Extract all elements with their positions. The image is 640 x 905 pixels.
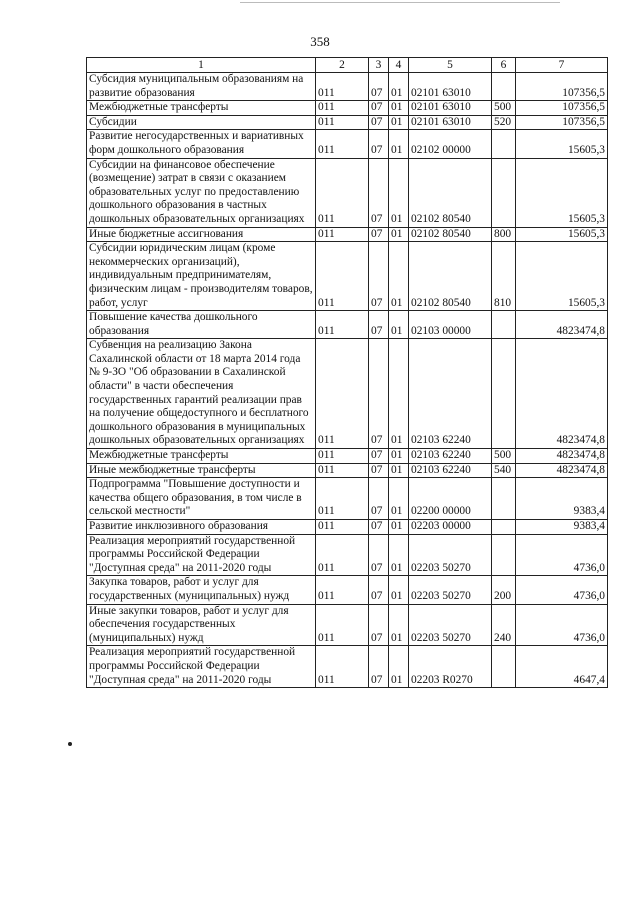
row-ministry-cell: 011 bbox=[316, 158, 369, 227]
row-section-cell: 07 bbox=[369, 115, 389, 130]
row-section-cell: 07 bbox=[369, 534, 389, 576]
row-name-cell: Иные закупки товаров, работ и услуг для обеспечения государственных (муниципальных) нужд bbox=[87, 604, 316, 646]
header-col-1: 1 bbox=[87, 58, 316, 73]
row-ministry-cell: 011 bbox=[316, 478, 369, 520]
row-name-cell: Субсидия муниципальным образованиям на развитие образования bbox=[87, 73, 316, 101]
header-row bbox=[87, 58, 608, 73]
row-target-cell: 02101 63010 bbox=[409, 115, 492, 130]
row-amount-cell: 15605,3 bbox=[516, 227, 608, 242]
row-amount-cell: 4823474,8 bbox=[516, 339, 608, 449]
row-name-cell: Реализация мероприятий государственной программы Российской Федерации "Доступная среда" на 2011-2020 годы bbox=[87, 534, 316, 576]
row-expense-type-cell bbox=[492, 158, 516, 227]
row-section-cell: 07 bbox=[369, 478, 389, 520]
table-row bbox=[87, 339, 608, 449]
row-ministry-cell: 011 bbox=[316, 520, 369, 535]
header-col-4: 4 bbox=[389, 58, 409, 73]
row-expense-type-cell: 500 bbox=[492, 449, 516, 464]
table-row bbox=[87, 449, 608, 464]
row-ministry-cell: 011 bbox=[316, 73, 369, 101]
row-expense-type-cell bbox=[492, 646, 516, 688]
page-number: 358 bbox=[310, 34, 330, 49]
row-section-cell: 07 bbox=[369, 339, 389, 449]
table-row bbox=[87, 646, 608, 688]
row-ministry-cell: 011 bbox=[316, 463, 369, 478]
row-amount-cell: 4823474,8 bbox=[516, 311, 608, 339]
table-row bbox=[87, 227, 608, 242]
row-target-cell: 02101 63010 bbox=[409, 73, 492, 101]
row-name-cell: Реализация мероприятий государственной программы Российской Федерации "Доступная среда" на 2011-2020 годы bbox=[87, 646, 316, 688]
header-col-5: 5 bbox=[409, 58, 492, 73]
row-name-cell: Повышение качества дошкольного образования bbox=[87, 311, 316, 339]
row-expense-type-cell: 810 bbox=[492, 242, 516, 311]
row-name-cell: Иные бюджетные ассигнования bbox=[87, 227, 316, 242]
row-ministry-cell: 011 bbox=[316, 534, 369, 576]
row-amount-cell: 9383,4 bbox=[516, 478, 608, 520]
header-col-6: 6 bbox=[492, 58, 516, 73]
row-target-cell: 02103 62240 bbox=[409, 463, 492, 478]
row-ministry-cell: 011 bbox=[316, 227, 369, 242]
row-amount-cell: 15605,3 bbox=[516, 158, 608, 227]
row-ministry-cell: 011 bbox=[316, 646, 369, 688]
row-amount-cell: 4823474,8 bbox=[516, 449, 608, 464]
row-expense-type-cell: 800 bbox=[492, 227, 516, 242]
row-section-cell: 07 bbox=[369, 646, 389, 688]
row-ministry-cell: 011 bbox=[316, 339, 369, 449]
scan-edge-line bbox=[240, 2, 560, 3]
row-section-cell: 07 bbox=[369, 242, 389, 311]
row-section-cell: 07 bbox=[369, 604, 389, 646]
row-subsection-cell: 01 bbox=[389, 520, 409, 535]
row-target-cell: 02203 50270 bbox=[409, 604, 492, 646]
row-expense-type-cell: 520 bbox=[492, 115, 516, 130]
table-row bbox=[87, 478, 608, 520]
row-subsection-cell: 01 bbox=[389, 73, 409, 101]
row-expense-type-cell bbox=[492, 130, 516, 158]
row-name-cell: Межбюджетные трансферты bbox=[87, 101, 316, 116]
row-section-cell: 07 bbox=[369, 73, 389, 101]
row-target-cell: 02102 80540 bbox=[409, 227, 492, 242]
header-col-3: 3 bbox=[369, 58, 389, 73]
row-amount-cell: 4647,4 bbox=[516, 646, 608, 688]
row-subsection-cell: 01 bbox=[389, 339, 409, 449]
row-subsection-cell: 01 bbox=[389, 311, 409, 339]
row-expense-type-cell: 540 bbox=[492, 463, 516, 478]
row-expense-type-cell bbox=[492, 73, 516, 101]
row-section-cell: 07 bbox=[369, 227, 389, 242]
row-amount-cell: 15605,3 bbox=[516, 242, 608, 311]
row-ministry-cell: 011 bbox=[316, 101, 369, 116]
header-col-2: 2 bbox=[316, 58, 369, 73]
row-section-cell: 07 bbox=[369, 158, 389, 227]
row-expense-type-cell bbox=[492, 311, 516, 339]
row-target-cell: 02203 50270 bbox=[409, 534, 492, 576]
table-row bbox=[87, 73, 608, 101]
budget-table bbox=[86, 57, 608, 688]
row-subsection-cell: 01 bbox=[389, 478, 409, 520]
row-section-cell: 07 bbox=[369, 449, 389, 464]
row-expense-type-cell bbox=[492, 520, 516, 535]
row-name-cell: Субсидии юридическим лицам (кроме некоммерческих организаций), индивидуальным предпринимателям, физическим лицам - производителям товаров, работ, услуг bbox=[87, 242, 316, 311]
table-row bbox=[87, 130, 608, 158]
row-name-cell: Субвенция на реализацию Закона Сахалинской области от 18 марта 2014 года № 9-ЗО "Об образовании в Сахалинской области" в части обеспечения государственных гарантий реализации прав на получение общедоступного и бесплатного дошкольного образования в муниципальных дошкольных образовательных организациях bbox=[87, 339, 316, 449]
row-name-cell: Подпрограмма "Повышение доступности и качества общего образования, в том числе в сельской местности" bbox=[87, 478, 316, 520]
row-ministry-cell: 011 bbox=[316, 576, 369, 604]
row-name-cell: Межбюджетные трансферты bbox=[87, 449, 316, 464]
row-expense-type-cell: 500 bbox=[492, 101, 516, 116]
table-row bbox=[87, 520, 608, 535]
row-section-cell: 07 bbox=[369, 576, 389, 604]
table-row bbox=[87, 463, 608, 478]
row-subsection-cell: 01 bbox=[389, 576, 409, 604]
row-section-cell: 07 bbox=[369, 130, 389, 158]
row-amount-cell: 9383,4 bbox=[516, 520, 608, 535]
row-subsection-cell: 01 bbox=[389, 115, 409, 130]
table-row bbox=[87, 576, 608, 604]
row-expense-type-cell bbox=[492, 534, 516, 576]
row-subsection-cell: 01 bbox=[389, 158, 409, 227]
row-ministry-cell: 011 bbox=[316, 604, 369, 646]
row-ministry-cell: 011 bbox=[316, 449, 369, 464]
row-amount-cell: 107356,5 bbox=[516, 101, 608, 116]
row-subsection-cell: 01 bbox=[389, 227, 409, 242]
row-section-cell: 07 bbox=[369, 520, 389, 535]
header-col-7: 7 bbox=[516, 58, 608, 73]
row-ministry-cell: 011 bbox=[316, 130, 369, 158]
row-target-cell: 02102 80540 bbox=[409, 242, 492, 311]
row-amount-cell: 107356,5 bbox=[516, 73, 608, 101]
row-target-cell: 02102 80540 bbox=[409, 158, 492, 227]
row-target-cell: 02103 00000 bbox=[409, 311, 492, 339]
row-subsection-cell: 01 bbox=[389, 604, 409, 646]
row-expense-type-cell bbox=[492, 339, 516, 449]
row-amount-cell: 4823474,8 bbox=[516, 463, 608, 478]
row-section-cell: 07 bbox=[369, 463, 389, 478]
row-target-cell: 02203 R0270 bbox=[409, 646, 492, 688]
row-amount-cell: 107356,5 bbox=[516, 115, 608, 130]
row-subsection-cell: 01 bbox=[389, 101, 409, 116]
row-expense-type-cell bbox=[492, 478, 516, 520]
row-amount-cell: 4736,0 bbox=[516, 576, 608, 604]
row-amount-cell: 4736,0 bbox=[516, 604, 608, 646]
row-ministry-cell: 011 bbox=[316, 311, 369, 339]
row-section-cell: 07 bbox=[369, 311, 389, 339]
row-subsection-cell: 01 bbox=[389, 242, 409, 311]
row-expense-type-cell: 240 bbox=[492, 604, 516, 646]
row-name-cell: Закупка товаров, работ и услуг для государственных (муниципальных) нужд bbox=[87, 576, 316, 604]
row-amount-cell: 15605,3 bbox=[516, 130, 608, 158]
table-row bbox=[87, 115, 608, 130]
row-name-cell: Иные межбюджетные трансферты bbox=[87, 463, 316, 478]
row-subsection-cell: 01 bbox=[389, 130, 409, 158]
row-target-cell: 02101 63010 bbox=[409, 101, 492, 116]
row-name-cell: Развитие инклюзивного образования bbox=[87, 520, 316, 535]
table-row bbox=[87, 604, 608, 646]
row-ministry-cell: 011 bbox=[316, 115, 369, 130]
row-subsection-cell: 01 bbox=[389, 534, 409, 576]
row-ministry-cell: 011 bbox=[316, 242, 369, 311]
row-subsection-cell: 01 bbox=[389, 449, 409, 464]
table-row bbox=[87, 534, 608, 576]
row-target-cell: 02103 62240 bbox=[409, 339, 492, 449]
table-row bbox=[87, 101, 608, 116]
row-target-cell: 02200 00000 bbox=[409, 478, 492, 520]
row-amount-cell: 4736,0 bbox=[516, 534, 608, 576]
row-name-cell: Субсидии bbox=[87, 115, 316, 130]
row-subsection-cell: 01 bbox=[389, 646, 409, 688]
row-section-cell: 07 bbox=[369, 101, 389, 116]
table-row bbox=[87, 158, 608, 227]
row-name-cell: Развитие негосударственных и вариативных форм дошкольного образования bbox=[87, 130, 316, 158]
row-target-cell: 02103 62240 bbox=[409, 449, 492, 464]
row-expense-type-cell: 200 bbox=[492, 576, 516, 604]
table-row bbox=[87, 242, 608, 311]
row-subsection-cell: 01 bbox=[389, 463, 409, 478]
row-target-cell: 02203 00000 bbox=[409, 520, 492, 535]
table-row bbox=[87, 311, 608, 339]
row-target-cell: 02203 50270 bbox=[409, 576, 492, 604]
scan-speck bbox=[68, 742, 72, 746]
row-name-cell: Субсидии на финансовое обеспечение (возмещение) затрат в связи с оказанием образовательных услуг по предоставлению дошкольного образования в частных дошкольных образовательных организациях bbox=[87, 158, 316, 227]
row-target-cell: 02102 00000 bbox=[409, 130, 492, 158]
